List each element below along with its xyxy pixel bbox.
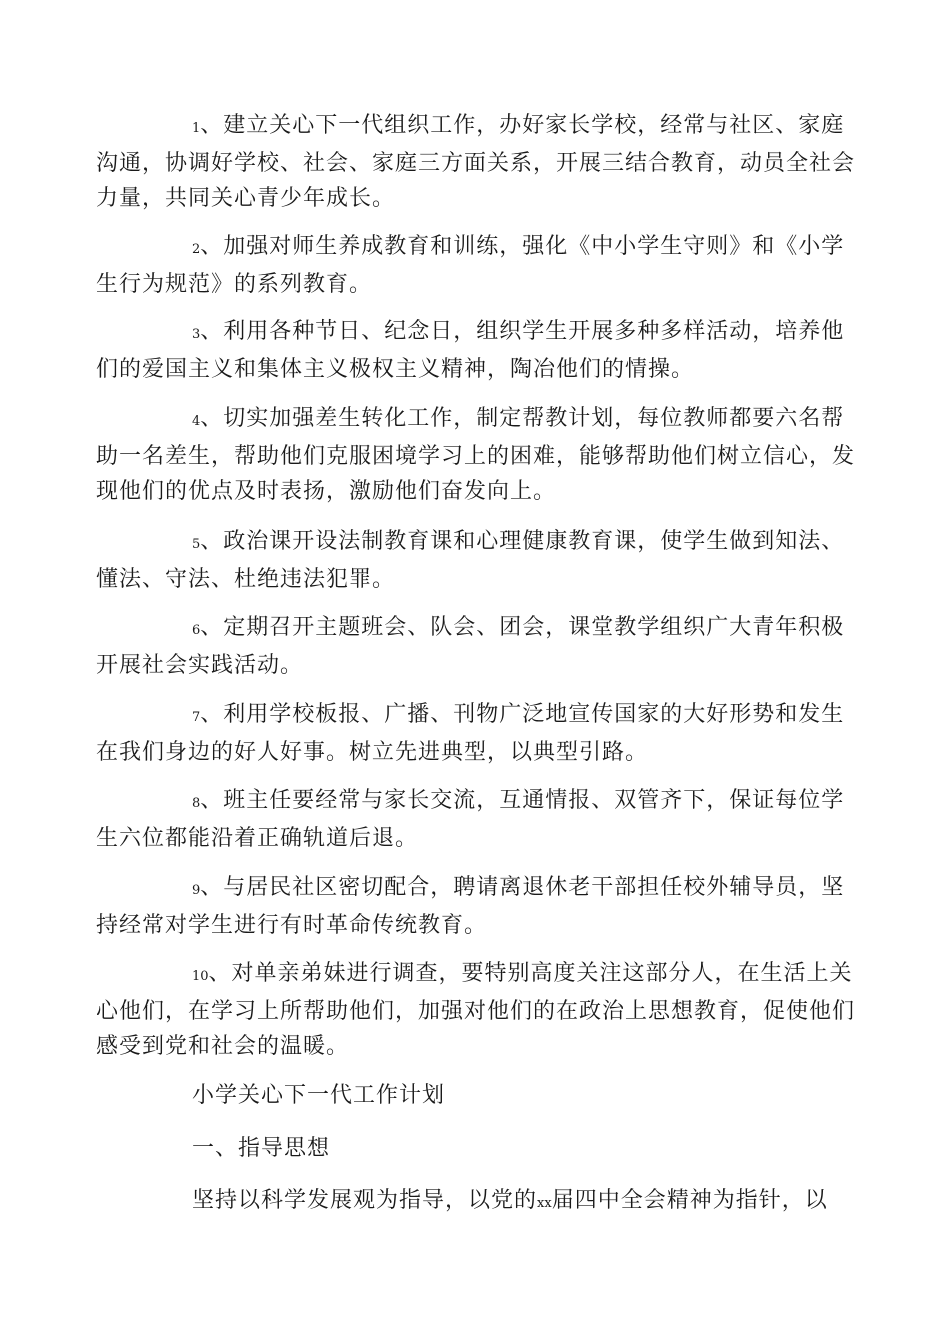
item-number: 1 bbox=[192, 121, 201, 136]
item-text: 、对单亲弟妹进行调查，要特别高度关注这部分人，在生活上关心他们，在学习上所帮助他们，加强对他们的在政治上思想教育，促使他们感受到党和社会的温暖。 bbox=[96, 961, 856, 1059]
list-item-8 bbox=[96, 783, 866, 856]
item-number: 6 bbox=[192, 623, 201, 638]
item-number: 10 bbox=[192, 969, 209, 984]
item-text: 、班主任要经常与家长交流，互通情报、双管齐下，保证每位学生六位都能沿着正确轨道后退。 bbox=[96, 788, 845, 851]
item-text: 、政治课开设法制教育课和心理健康教育课，使学生做到知法、懂法、守法、杜绝违法犯罪。 bbox=[96, 529, 845, 592]
body-text-start: 坚持以科学发展观为指导，以党的 bbox=[192, 1188, 538, 1213]
item-number: 8 bbox=[192, 796, 201, 811]
item-text: 、加强对师生养成教育和训练，强化《中小学生守则》和《小学生行为规范》的系列教育。 bbox=[96, 234, 845, 297]
session-number-placeholder: xx bbox=[537, 1196, 552, 1211]
section-heading: 一、指导思想 bbox=[192, 1136, 331, 1161]
item-number: 2 bbox=[192, 242, 201, 257]
item-text: 、切实加强差生转化工作，制定帮教计划，每位教师都要六名帮助一名差生，帮助他们克服困境学习上的困难，能够帮助他们树立信心，发现他们的优点及时表扬，激励他们奋发向上。 bbox=[96, 406, 856, 504]
item-text: 、利用各种节日、纪念日，组织学生开展多种多样活动，培养他们的爱国主义和集体主义极权主义精神，陶冶他们的情操。 bbox=[96, 319, 845, 382]
body-text-line bbox=[192, 1183, 828, 1221]
list-item-4 bbox=[96, 401, 866, 509]
list-item-2 bbox=[96, 229, 866, 302]
list-item-5 bbox=[96, 524, 866, 597]
item-number: 5 bbox=[192, 537, 201, 552]
plan-title: 小学关心下一代工作计划 bbox=[192, 1083, 446, 1108]
item-text: 、利用学校板报、广播、刊物广泛地宣传国家的大好形势和发生在我们身边的好人好事。树立先进典型，以典型引路。 bbox=[96, 702, 845, 765]
item-number: 7 bbox=[192, 710, 201, 725]
list-item-10 bbox=[96, 956, 866, 1064]
list-item-3 bbox=[96, 314, 866, 387]
list-item-7 bbox=[96, 697, 866, 770]
list-item-6 bbox=[96, 610, 866, 683]
list-item-1 bbox=[96, 108, 866, 216]
list-item-9 bbox=[96, 870, 866, 943]
item-number: 9 bbox=[192, 883, 201, 898]
body-text-end: 届四中全会精神为指针，以 bbox=[551, 1188, 828, 1213]
item-text: 、建立关心下一代组织工作，办好家长学校，经常与社区、家庭沟通，协调好学校、社会、家庭三方面关系，开展三结合教育，动员全社会力量，共同关心青少年成长。 bbox=[96, 113, 856, 211]
item-number: 3 bbox=[192, 327, 201, 342]
item-number: 4 bbox=[192, 414, 201, 429]
item-text: 、定期召开主题班会、队会、团会，课堂教学组织广大青年积极开展社会实践活动。 bbox=[96, 615, 845, 678]
item-text: 、与居民社区密切配合，聘请离退休老干部担任校外辅导员，坚持经常对学生进行有时革命传统教育。 bbox=[96, 875, 845, 938]
